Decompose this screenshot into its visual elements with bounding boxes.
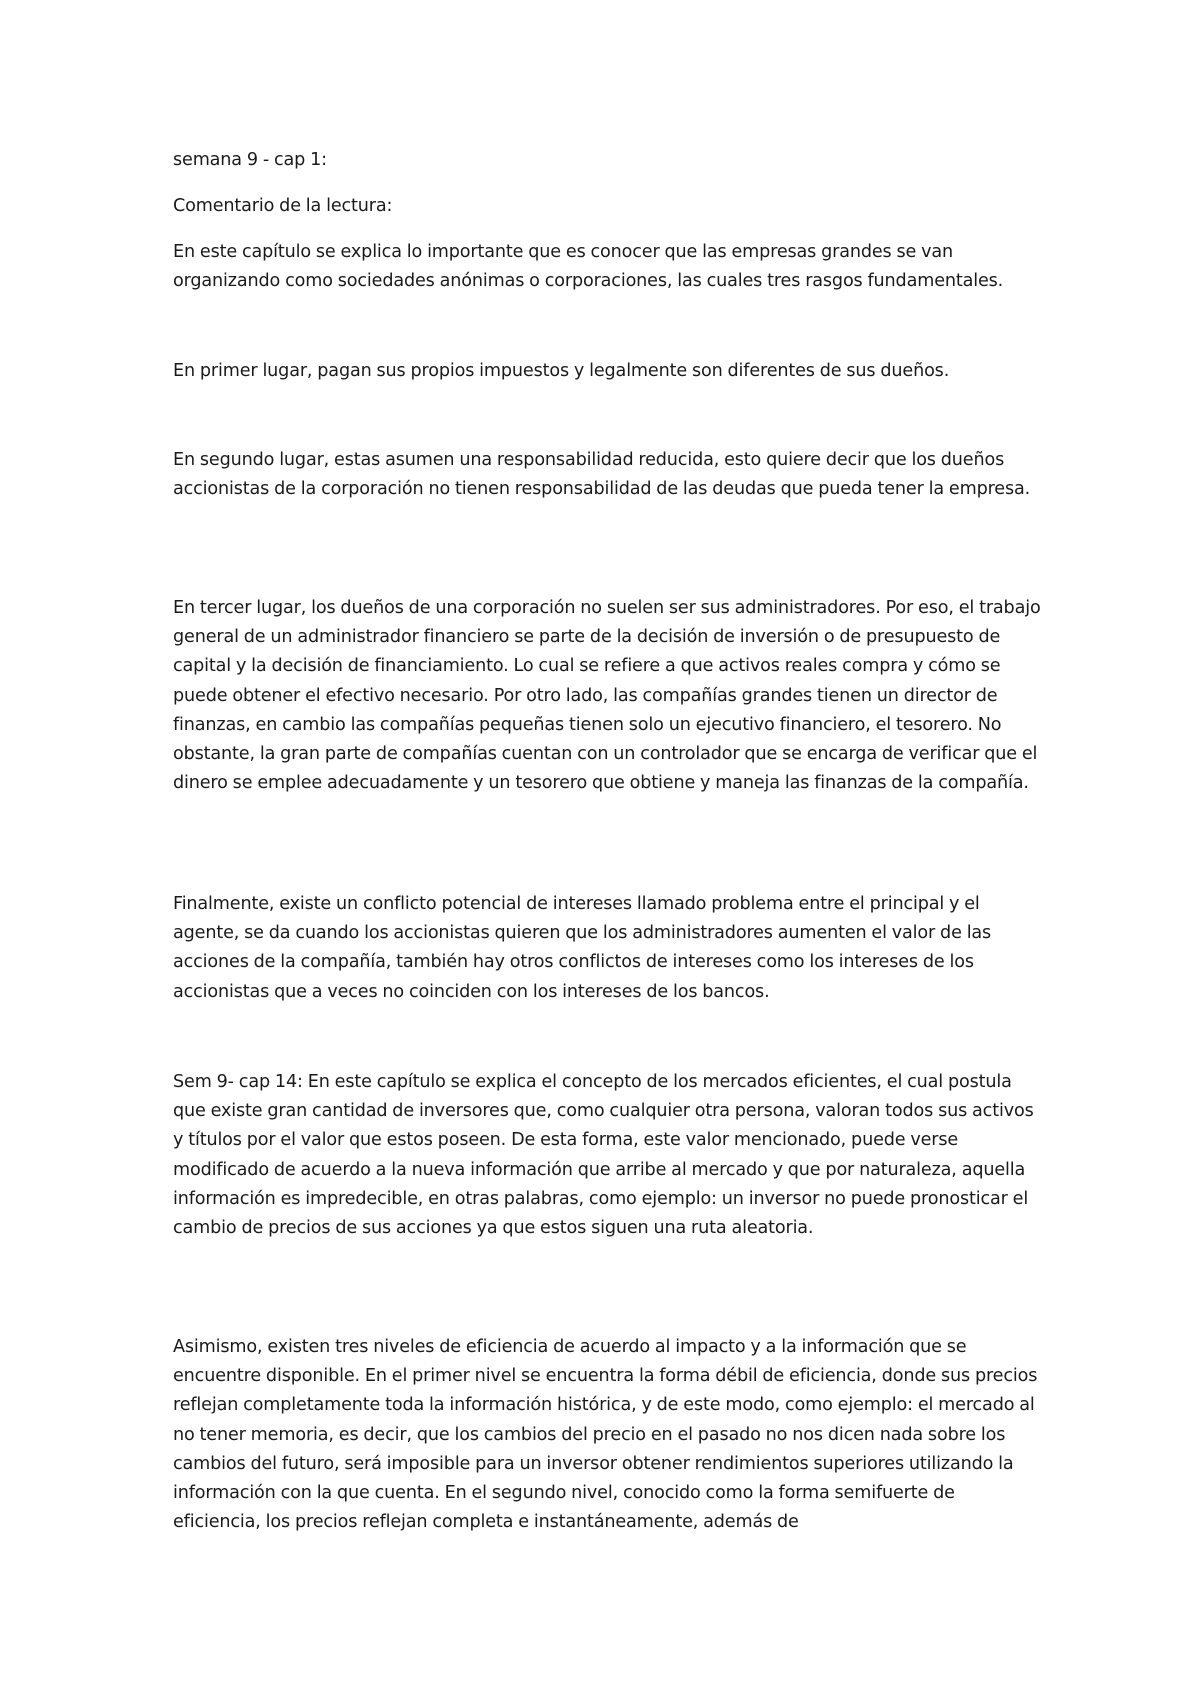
document-heading: semana 9 - cap 1:	[173, 150, 327, 170]
paragraph-second-trait: En segundo lugar, estas asumen una responsabilidad reducida, esto quiere decir que los dueños accionistas de la corporación no tienen responsabilidad de las deudas que pueda tener la empresa.	[173, 450, 1031, 500]
paragraph-efficiency-levels: Asimismo, existen tres niveles de eficiencia de acuerdo al impacto y a la información que se encuentre disponible. En el primer nivel se encuentra la forma débil de eficiencia, donde sus precios reflejan completamente toda la información histórica, y de este modo, como ejemplo: el mercado al no tener memoria, es decir, que los cambios del precio en el pasado no nos dicen nada sobre los cambios del futuro, será imposible para un inversor obtener rendimientos superiores utilizando la información con la que cuenta. En el segundo nivel, conocido como la forma semifuerte de eficiencia, los precios reflejan completa e instantáneamente, además de	[173, 1337, 1038, 1533]
paragraph-first-trait: En primer lugar, pagan sus propios impuestos y legalmente son diferentes de sus dueños.	[173, 361, 950, 381]
paragraph-agency-conflict: Finalmente, existe un conflicto potencial de intereses llamado problema entre el principal y el agente, se da cuando los accionistas quieren que los administradores aumenten el valor de las acciones de la compañía, también hay otros conflictos de intereses como los intereses de los accionistas que a veces no coinciden con los intereses de los bancos.	[173, 894, 992, 1002]
comment-label: Comentario de la lectura:	[173, 196, 393, 216]
paragraph-third-trait: En tercer lugar, los dueños de una corporación no suelen ser sus administradores. Por eso, el trabajo general de un administrador financiero se parte de la decisión de inversión o de presupuesto de capital y la decisión de financiamiento. Lo cual se refiere a que activos reales compra y cómo se puede obtener el efectivo necesario. Por otro lado, las compañías grandes tienen un director de finanzas, en cambio las compañías pequeñas tienen solo un ejecutivo financiero, el tesorero. No obstante, la gran parte de compañías cuentan con un controlador que se encarga de verificar que el dinero se emplee adecuadamente y un tesorero que obtiene y maneja las finanzas de la compañía.	[173, 598, 1041, 794]
paragraph-chapter-14: Sem 9- cap 14: En este capítulo se explica el concepto de los mercados eficientes, el cual postula que existe gran cantidad de inversores que, como cualquier otra persona, valoran todos sus activos y títulos por el valor que estos poseen. De esta forma, este valor mencionado, puede verse modificado de acuerdo a la nueva información que arribe al mercado y que por naturaleza, aquella información es impredecible, en otras palabras, como ejemplo: un inversor no puede pronosticar el cambio de precios de sus acciones ya que estos siguen una ruta aleatoria.	[173, 1072, 1034, 1239]
paragraph-intro: En este capítulo se explica lo importante que es conocer que las empresas grandes se van organizando como sociedades anónimas o corporaciones, las cuales tres rasgos fundamentales.	[173, 242, 1004, 292]
